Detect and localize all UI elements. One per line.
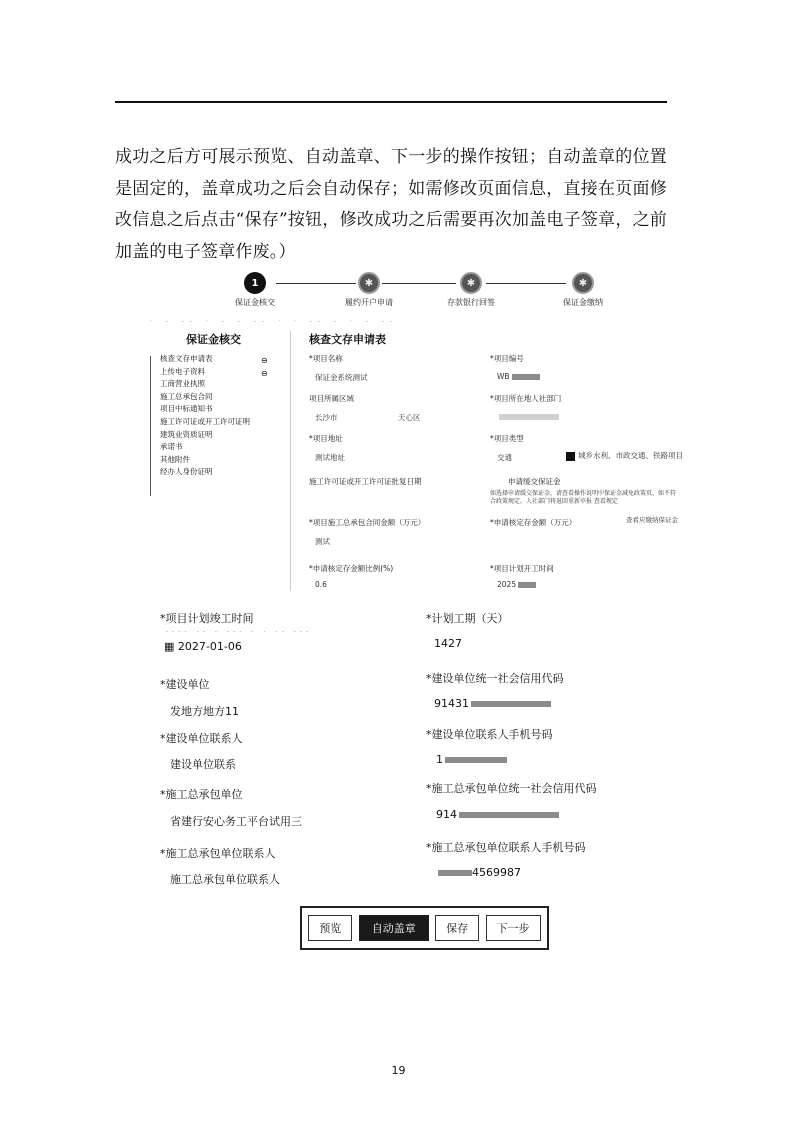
- scan-noise: ‐‐‐‐ ‐‐ ‐ ‐‐‐ ‐ ‐ ‐‐ ‐‐‐: [166, 628, 313, 635]
- nav-title: 保证金核交: [186, 333, 241, 346]
- page-number: 19: [391, 1064, 406, 1077]
- progress-stepper: [220, 272, 620, 312]
- sidebar-item-apply-form[interactable]: [146, 353, 286, 366]
- contractor-phone-value: 4569987: [472, 866, 521, 879]
- builder-phone-value: 1: [436, 753, 443, 766]
- builder-credit-code-value: 91431: [434, 697, 469, 710]
- address-label: *项目地址: [309, 434, 343, 443]
- panel-divider: [290, 331, 291, 591]
- contractor-contact-field[interactable]: 施工总承包单位联系人: [170, 873, 280, 886]
- view-required-deposit-link[interactable]: 查看应缴纳保证金: [626, 516, 678, 524]
- step-label: 保证金缴纳: [563, 298, 603, 307]
- contractor-credit-code-label: *施工总承包单位统一社会信用代码: [426, 782, 597, 795]
- checkbox-icon: [566, 452, 575, 461]
- step-label: 履约开户申请: [345, 298, 393, 307]
- region-district-select[interactable]: 天心区: [398, 413, 421, 422]
- redaction: [438, 870, 472, 876]
- step-circle: ✱: [572, 272, 594, 294]
- next-step-button[interactable]: 下一步: [486, 915, 541, 941]
- sidebar-item-qualification[interactable]: 建筑业资质证明: [160, 429, 213, 439]
- address-field[interactable]: 测试地址: [315, 453, 345, 462]
- start-date-field[interactable]: [497, 580, 536, 589]
- sidebar-nav: [146, 353, 286, 479]
- region-city-select[interactable]: 长沙市: [315, 413, 338, 422]
- redaction: [459, 812, 559, 818]
- auto-seal-button[interactable]: 自动盖章: [359, 915, 429, 941]
- responsible-dept-select[interactable]: [497, 412, 559, 421]
- plan-end-time-value: 2027-01-06: [177, 640, 242, 653]
- start-date-label: *项目计划开工时间: [490, 564, 554, 573]
- redaction: [445, 757, 507, 763]
- builder-field[interactable]: 发地方地方11: [170, 705, 239, 718]
- project-name-label: *项目名称: [309, 354, 343, 363]
- step-account-apply[interactable]: [324, 272, 414, 308]
- header-rule: [115, 101, 667, 103]
- start-date-value: 2025: [497, 580, 517, 589]
- sidebar-item-label: 核查文存申请表: [160, 354, 213, 363]
- builder-contact-label: *建设单位联系人: [160, 732, 243, 745]
- sidebar-item-upload[interactable]: [146, 366, 286, 379]
- builder-phone-field[interactable]: [436, 753, 507, 766]
- sidebar-item-id-proof[interactable]: 经办人身份证明: [160, 467, 213, 477]
- scan-noise: · ‐ ‐‐ · ‐ ‐ ‐‐ · · ‐‐ ‐ · ‐ ‐‐: [150, 318, 399, 325]
- step-deposit-check[interactable]: [210, 272, 300, 308]
- deposit-amount-label: *申请核定存金额（万元）: [490, 518, 577, 527]
- sidebar-item-license[interactable]: 工商营业执照: [160, 379, 205, 389]
- builder-credit-code-label: *建设单位统一社会信用代码: [426, 672, 564, 685]
- project-name-field[interactable]: [315, 372, 368, 383]
- sidebar-item-attachments[interactable]: 其他附件: [160, 454, 190, 464]
- builder-phone-label: *建设单位联系人手机号码: [426, 728, 553, 741]
- project-no-field[interactable]: [497, 372, 540, 381]
- contractor-phone-field[interactable]: [436, 866, 521, 879]
- plan-duration-field[interactable]: 1427: [434, 637, 462, 650]
- contractor-credit-code-field[interactable]: [436, 808, 559, 821]
- contractor-phone-label: *施工总承包单位联系人手机号码: [426, 841, 586, 854]
- deposit-policy-notice: 如选择申请缓交保证金，请查看操作说明中保证金减免政策页，如不符合政策规定，人社部门将退回重新申报 查看规定: [490, 490, 677, 505]
- redaction: [499, 414, 559, 420]
- project-name-value: 保证金系统测试: [315, 373, 368, 382]
- project-no-value: WB: [497, 372, 510, 381]
- builder-credit-code-field[interactable]: [434, 697, 551, 710]
- save-button[interactable]: 保存: [435, 915, 479, 941]
- sidebar-item-permit[interactable]: 施工许可证或开工许可证明: [160, 416, 250, 426]
- contractor-credit-code-value: 914: [436, 808, 457, 821]
- instruction-paragraph: 成功之后方可展示预览、自动盖章、下一步的操作按钮；自动盖章的位置是固定的，盖章成功之后会自动保存；如需修改页面信息，直接在页面修改信息之后点击“保存”按钮，修改成功之后需要再次加盖电子签章，之前加盖的电子签章作废。）: [115, 147, 667, 262]
- step-bank-sign[interactable]: [426, 272, 516, 308]
- builder-contact-field[interactable]: 建设单位联系: [170, 758, 236, 771]
- preview-button[interactable]: 预览: [308, 915, 352, 941]
- plan-end-time-label: *项目计划竣工时间: [160, 612, 254, 625]
- project-type-label: *项目类型: [490, 434, 524, 443]
- sidebar-item-bid-notice[interactable]: 项目中标通知书: [160, 404, 213, 414]
- contract-amount-label: *项目施工总承包合同金额（万元）: [309, 518, 426, 527]
- contractor-contact-label: *施工总承包单位联系人: [160, 847, 276, 860]
- redaction: [471, 701, 551, 707]
- sidebar-item-commitment[interactable]: 承诺书: [160, 442, 183, 452]
- contractor-label: *施工总承包单位: [160, 788, 243, 801]
- responsible-dept-label: *项目所在地人社部门: [490, 394, 562, 403]
- calendar-icon: ▦: [164, 640, 178, 653]
- plan-end-time-field[interactable]: [164, 640, 242, 653]
- redaction: [518, 582, 536, 588]
- deposit-ratio-field[interactable]: 0.6: [315, 580, 327, 589]
- sidebar-item-contract[interactable]: 施工总承包合同: [160, 391, 213, 401]
- project-type-select[interactable]: 交通: [497, 453, 512, 462]
- builder-label: *建设单位: [160, 678, 210, 691]
- step-circle: ✱: [358, 272, 380, 294]
- step-circle: ✱: [460, 272, 482, 294]
- apply-deposit-label: 申请缓交保证金: [508, 477, 561, 486]
- project-no-label: *项目编号: [490, 354, 524, 363]
- collapse-icon[interactable]: ⊖: [261, 368, 268, 378]
- plan-duration-label: *计划工期（天）: [426, 612, 509, 625]
- step-label: 保证金核交: [235, 298, 275, 307]
- step-label: 存款银行回签: [447, 298, 495, 307]
- redaction: [512, 374, 540, 380]
- step-deposit-pay[interactable]: [538, 272, 628, 308]
- permit-date-label: 施工许可证或开工许可证批复日期: [309, 477, 422, 486]
- sidebar-item-label: 上传电子资料: [160, 366, 205, 376]
- region-label: 项目所属区域: [309, 394, 354, 403]
- checkbox-label: 城乡水利、市政交通、铁路项目: [578, 451, 683, 460]
- action-bar: [300, 906, 549, 950]
- collapse-icon[interactable]: ⊖: [261, 356, 268, 365]
- step-circle: 1: [244, 272, 266, 294]
- contract-amount-field[interactable]: 测试: [315, 537, 330, 546]
- contractor-field[interactable]: 省建行安心务工平台试用三: [170, 815, 302, 828]
- form-title: 核查文存申请表: [309, 333, 386, 346]
- deposit-ratio-label: *申请核定存金额比例(%): [309, 564, 394, 573]
- project-type-checkbox[interactable]: [566, 450, 683, 461]
